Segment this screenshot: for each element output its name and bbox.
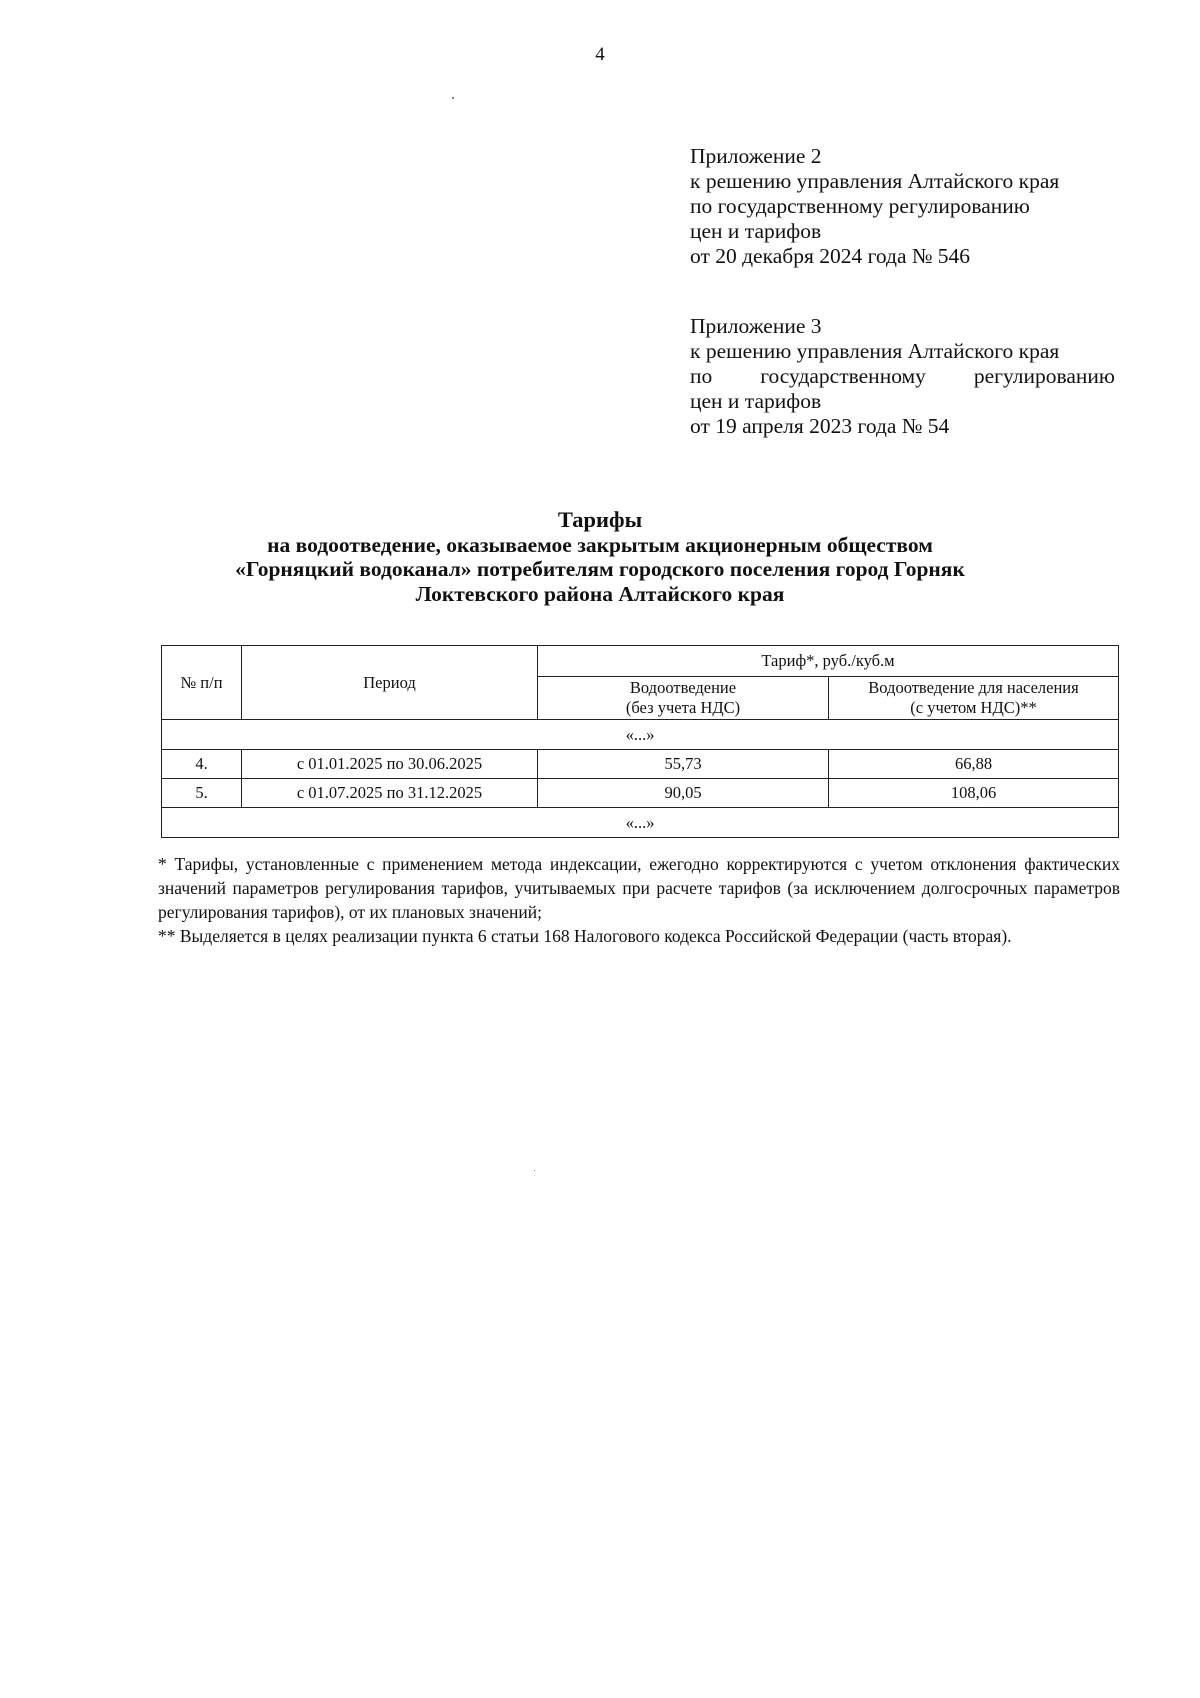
ellipsis-row — [162, 720, 1119, 750]
annex-3-line: цен и тарифов — [690, 389, 822, 413]
annex-2-line: к решению управления Алтайского края — [690, 169, 1060, 193]
ellipsis-cell: «...» — [162, 808, 1119, 838]
row-value-b: 108,06 — [829, 779, 1119, 808]
footnote: ** Выделяется в целях реализации пункта 6 статьи 168 Налогового кодекса Российской Федерации (часть вторая). — [158, 926, 1012, 946]
annex-3-line: по государственному регулированию — [690, 364, 1115, 388]
annex-3-block — [690, 314, 1115, 439]
document-title-line: Локтевского района Алтайского края — [415, 581, 785, 606]
row-period: с 01.01.2025 по 30.06.2025 — [242, 750, 538, 779]
table-header-row — [162, 646, 1119, 677]
annex-3-title: Приложение 3 — [690, 314, 822, 338]
footnote: * Тарифы, установленные с применением метода индексации, ежегодно корректируются с учетом отклонения фактических значений параметров регулирования тарифов, учитываемых при расчете тарифов (за исключением долгосрочных параметров регулирования тарифов), от их плановых значений; — [158, 854, 1120, 922]
header-col-b-line: Водоотведение для населения — [868, 678, 1079, 697]
document-title-line: «Горняцкий водоканал» потребителям городского поселения город Горняк — [235, 557, 965, 581]
annex-3-line: от 19 апреля 2023 года № 54 — [690, 414, 950, 438]
row-value-a: 90,05 — [538, 779, 829, 808]
ellipsis-row — [162, 808, 1119, 838]
header-col-b-line: (с учетом НДС)** — [910, 698, 1037, 717]
annex-2-title: Приложение 2 — [690, 144, 822, 168]
footnotes — [158, 852, 1120, 948]
scan-speck — [452, 97, 454, 99]
header-col-a-line: (без учета НДС) — [625, 698, 741, 717]
table-row — [162, 779, 1119, 808]
row-num: 4. — [162, 750, 242, 779]
header-tariff: Тариф*, руб./куб.м — [538, 646, 1119, 677]
annex-2-line: цен и тарифов — [690, 219, 822, 243]
scan-speck — [534, 1170, 535, 1171]
ellipsis-cell: «...» — [162, 720, 1119, 750]
annex-2-block — [690, 144, 1115, 269]
row-period: с 01.07.2025 по 31.12.2025 — [242, 779, 538, 808]
header-col-a-line: Водоотведение — [629, 678, 737, 697]
row-value-a: 55,73 — [538, 750, 829, 779]
header-col-a — [538, 677, 829, 720]
document-title-main: Тарифы — [557, 507, 643, 532]
header-col-b — [829, 677, 1119, 720]
annex-2-line: по государственному регулированию — [690, 194, 1030, 218]
annex-2-line: от 20 декабря 2024 года № 546 — [690, 244, 970, 268]
document-title-line: на водоотведение, оказываемое закрытым акционерным обществом — [267, 532, 933, 557]
table-row — [162, 750, 1119, 779]
header-period: Период — [242, 646, 538, 720]
annex-3-line: к решению управления Алтайского края — [690, 339, 1060, 363]
page-number: 4 — [595, 44, 605, 65]
row-value-b: 66,88 — [829, 750, 1119, 779]
tariff-table — [161, 645, 1119, 838]
document-title — [150, 508, 1050, 606]
header-num: № п/п — [162, 646, 242, 720]
row-num: 5. — [162, 779, 242, 808]
